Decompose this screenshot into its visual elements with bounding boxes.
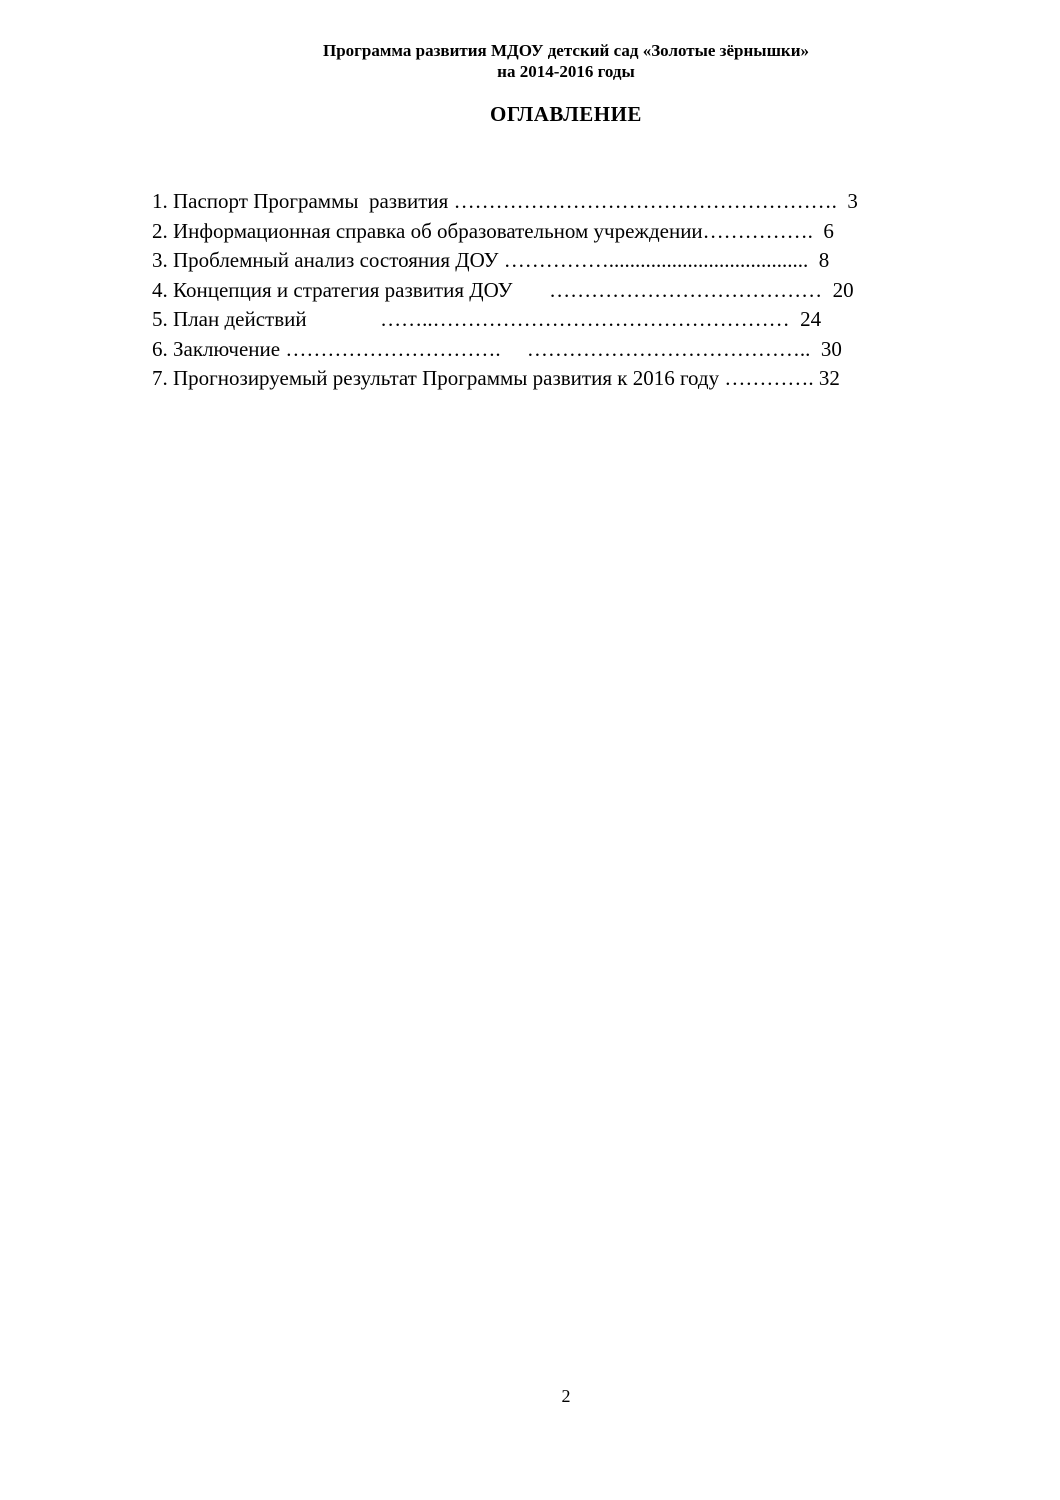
header-years-line: на 2014-2016 годы [497, 62, 635, 81]
toc-item-concept: 4. Концепция и стратегия развития ДОУ ………………………………… 20 [152, 277, 854, 302]
table-of-contents [152, 187, 982, 394]
toc-item-result: 7. Прогнозируемый результат Программы развития к 2016 году …………. 32 [152, 366, 840, 390]
header-title-line: Программа развития МДОУ детский сад «Золотые зёрнышки» [322, 41, 810, 60]
toc-heading: ОГЛАВЛЕНИЕ [490, 102, 642, 126]
toc-item-info: 2. Информационная справка об образовательном учреждении……………. 6 [152, 218, 834, 243]
toc-item-conclusion: 6. Заключение …………………………. ………………………………….. 30 [152, 336, 842, 361]
toc-item-plan: 5. План действий ……..…………………………………………… 24 [152, 307, 822, 331]
toc-item-analysis: 3. Проблемный анализ состояния ДОУ ……………...................................... 8 [152, 248, 830, 272]
document-header [0, 40, 1060, 82]
page-number: 2 [561, 1386, 571, 1406]
toc-item-passport: 1. Паспорт Программы развития ………………………………………………. 3 [152, 189, 858, 213]
